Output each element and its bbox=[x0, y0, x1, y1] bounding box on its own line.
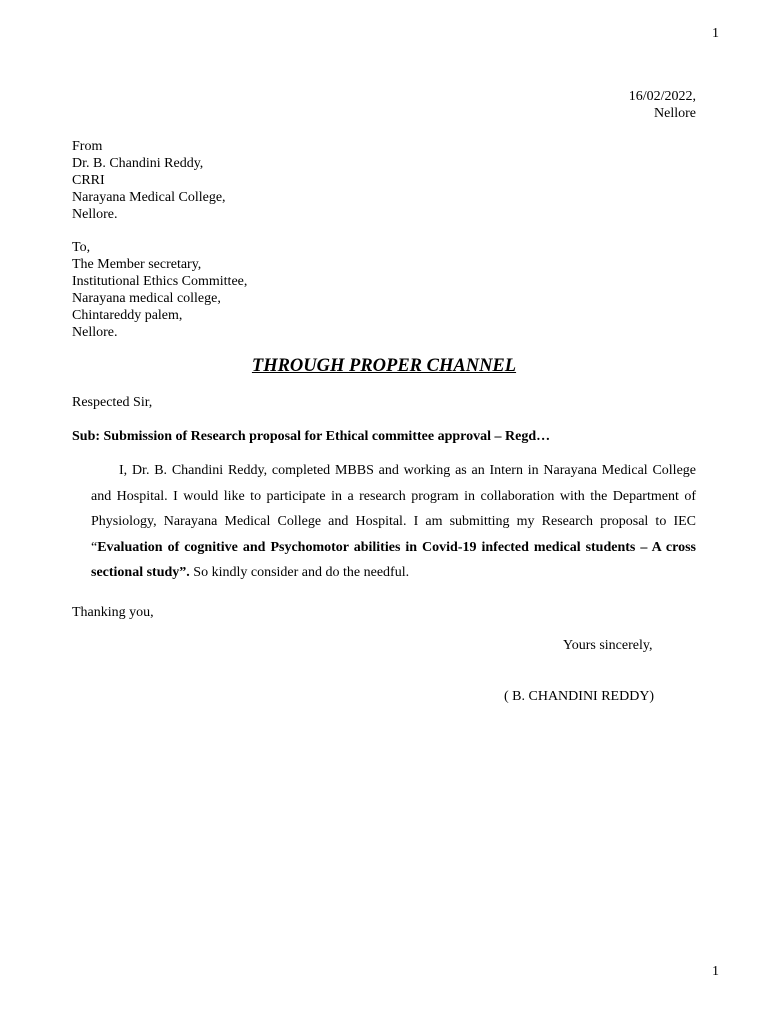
to-line: Chintareddy palem, bbox=[72, 308, 183, 323]
letter-heading: THROUGH PROPER CHANNEL bbox=[251, 356, 517, 376]
date-place-block bbox=[629, 88, 696, 122]
to-line: Narayana medical college, bbox=[72, 291, 221, 306]
to-line: Institutional Ethics Committee, bbox=[72, 274, 248, 289]
subject-line: Sub: Submission of Research proposal for Ethical committee approval – Regd… bbox=[72, 429, 551, 444]
from-line: Dr. B. Chandini Reddy, bbox=[72, 156, 204, 171]
signature-name: ( B. CHANDINI REDDY) bbox=[504, 689, 655, 704]
body-intro: I, Dr. B. Chandini Reddy, completed MBBS and working as an Intern in Narayana Medical College and Hospital. I would like to participate in a research program in collaboration with the Department of Physiology, Narayana Medical College and Hospital. I am submitting my Research proposal to IEC “ bbox=[91, 463, 696, 555]
body-closing: So kindly consider and do the needful. bbox=[189, 565, 410, 580]
to-line: Nellore. bbox=[72, 325, 118, 340]
to-line: To, bbox=[72, 240, 91, 255]
page-number-top: 1 bbox=[712, 26, 719, 41]
from-line: CRRI bbox=[72, 173, 105, 188]
salutation: Respected Sir, bbox=[72, 395, 153, 410]
page-number-bottom: 1 bbox=[712, 964, 719, 979]
to-line: The Member secretary, bbox=[72, 257, 202, 272]
from-line: From bbox=[72, 139, 103, 154]
to-address-block bbox=[72, 239, 247, 341]
letter-place: Nellore bbox=[654, 106, 696, 121]
thanking-line: Thanking you, bbox=[72, 605, 154, 620]
from-line: Narayana Medical College, bbox=[72, 190, 226, 205]
body-paragraph bbox=[91, 458, 696, 586]
from-address-block bbox=[72, 138, 226, 223]
study-title: Evaluation of cognitive and Psychomotor abilities in Covid-19 infected medical students – A cross sectional study”. bbox=[91, 539, 696, 580]
letter-date: 16/02/2022, bbox=[628, 89, 696, 104]
from-line: Nellore. bbox=[72, 207, 118, 222]
yours-sincerely: Yours sincerely, bbox=[563, 638, 653, 653]
